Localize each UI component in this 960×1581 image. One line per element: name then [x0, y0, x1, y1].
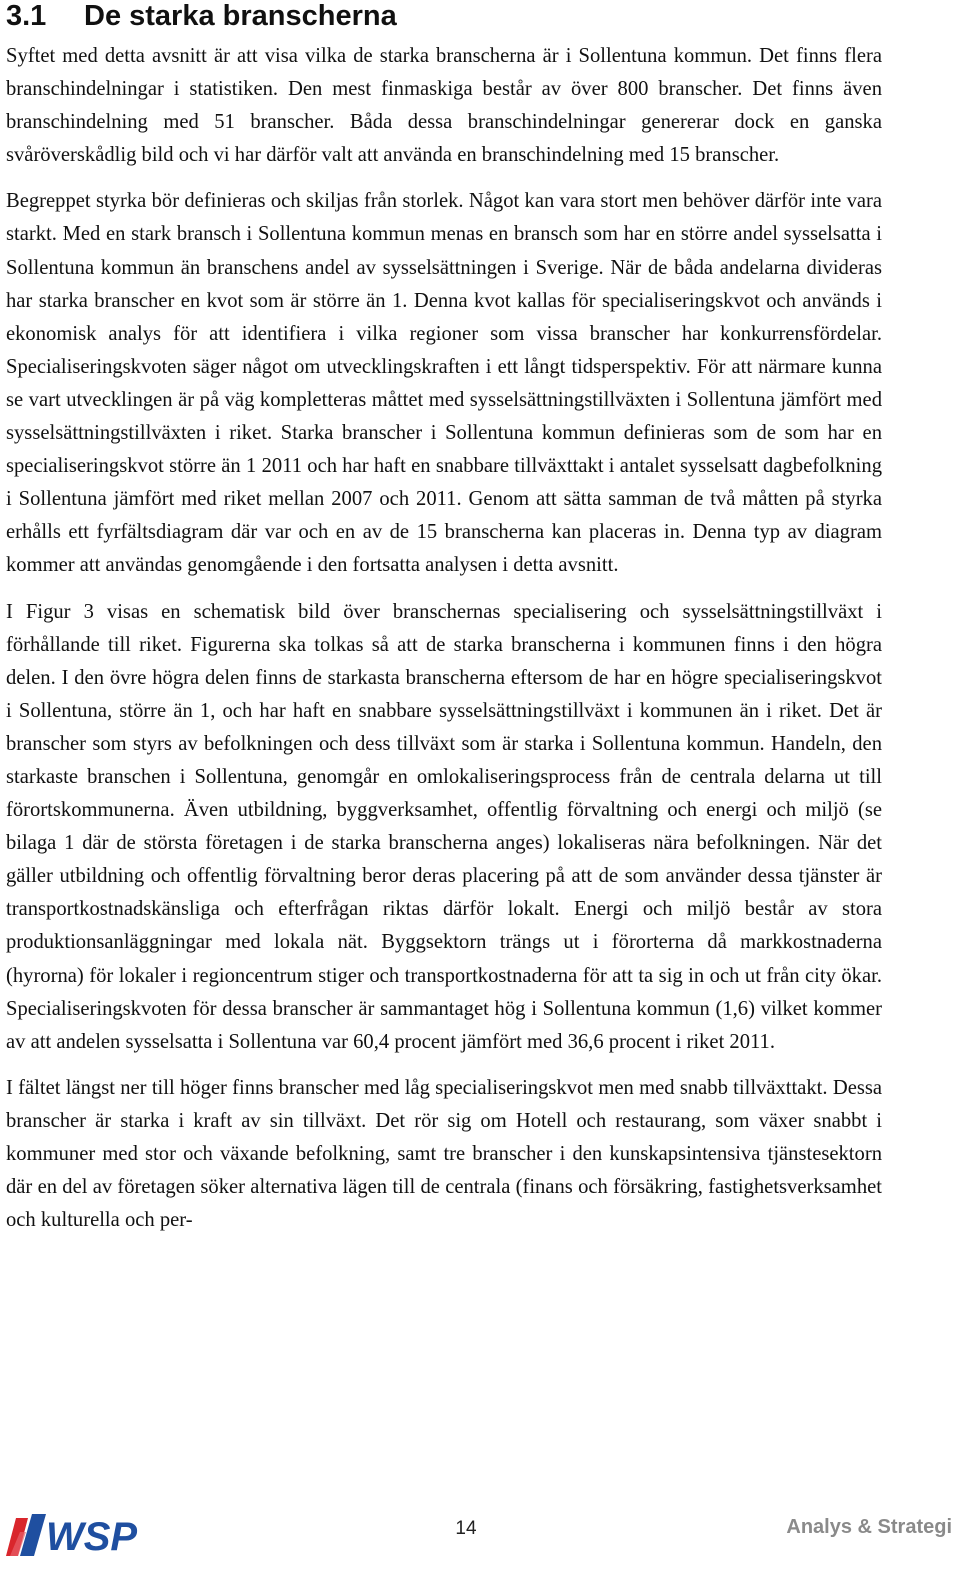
section-heading — [6, 0, 397, 32]
section-number: 3.1 — [6, 0, 47, 32]
page-number: 14 — [455, 1518, 477, 1539]
section-title: De starka branscherna — [84, 0, 397, 32]
logo-text: WSP — [46, 1515, 138, 1556]
paragraph-intro: Syftet med detta avsnitt är att visa vilka de starka branscherna är i Sollentuna kommun. Det finns flera branschindelningar i statistiken. Den mest finmaskiga består av över 800 branscher. Det finns även branschindelning med 51 branscher. Båda dessa branschindelningar genererar dock en ganska svåröverskådlig bild och vi har därför valt att använda en branschindelning med 15 branscher. — [6, 45, 882, 167]
body-text — [6, 40, 882, 1250]
paragraph-definition: Begreppet styrka bör definieras och skiljas från storlek. Något kan vara stort men behöver därför inte vara starkt. Med en stark bransch i Sollentuna kommun menas en bransch som har en större andel sysselsatta i Sollentuna kommun än branschens andel av sysselsättningen i Sverige. När de båda andelarna divideras har starka branscher en kvot som är större än 1. Denna kvot kallas för specialiseringskvot och används i ekonomisk analys för att identifiera i vilka regioner som vissa branscher har konkurrensfördelar. Specialiseringskvoten säger något om utvecklingskraften i ett långt tidsperspektiv. För att närmare kunna se vart utvecklingen är på väg kompletteras måttet med sysselsättningstillväxten i Sollentuna jämfört med sysselsättningstillväxten i riket. Starka branscher i Sollentuna kommun definieras som de som har en specialiseringskvot större än 1 2011 och har haft en snabbare tillväxttakt i antalet sysselsatt dagbefolkning i Sollentuna jämfört med riket mellan 2007 och 2011. Genom att sätta samman de två måtten på styrka erhålls ett fyrfältsdiagram där var och en av de 15 branscherna kan placeras in. Denna typ av diagram kommer att användas genomgående i den fortsatta analysen i detta avsnitt. — [6, 190, 882, 577]
paragraph-growth-sectors: I fältet längst ner till höger finns branscher med låg specialiseringskvot men med snabb tillväxttakt. Dessa branscher är starka i kraft av sin tillväxt. Det rör sig om Hotell och restaurang, som växer snabbt i kommuner med stor och växande befolkning, samt tre branscher i den kunskapsintensiva tjänstesektorn där en del av företagen söker alternativa lägen till de centrala (finans och försäkring, fastighetsverksamhet och kulturella och per- — [6, 1076, 882, 1232]
paragraph-figure-description: I Figur 3 visas en schematisk bild över branschernas specialisering och sysselsättningstillväxt i förhållande till riket. Figurerna ska tolkas så att de starka branscherna i kommunen finns i den högra delen. I den övre högra delen finns de starkasta branscherna eftersom de har en högre specialiseringskvot i Sollentuna, större än 1, och har haft en snabbare sysselsättningstillväxt i kommunen än i riket. Det är branscher som styrs av befolkningen och dess tillväxt som är starka i Sollentuna kommun. Handeln, den starkaste branschen i Sollentuna, genomgår en omlokaliseringsprocess från de centrala delarna ut till förortskommunerna. Även utbildning, byggverksamhet, offentlig förvaltning och energi och miljö (se bilaga 1 där de största företagen i de starka branscherna anges) lokaliseras nära befolkningen. När det gäller utbildning och offentlig förvaltning beror deras placering på att de som använder dessa tjänster är transportkostnadskänsliga och efterfrågan riktas därför lokalt. Energi och miljö består av stora produktionsanläggningar med lokala nät. Byggsektorn trängs ut i förorterna då markkostnaderna (hyrorna) för lokaler i regioncentrum stiger och transportkostnaderna för att ta sig in och ut från city ökar. Specialiseringskvoten för dessa branscher är sammantaget hög i Sollentuna kommun (1,6) vilket kommer av att andelen sysselsatta i Sollentuna var 60,4 procent jämfört med 36,6 procent i riket 2011. — [6, 600, 882, 1053]
page-footer — [0, 1508, 960, 1558]
wsp-logo — [6, 1512, 166, 1556]
footer-department: Analys & Strategi — [786, 1516, 952, 1538]
